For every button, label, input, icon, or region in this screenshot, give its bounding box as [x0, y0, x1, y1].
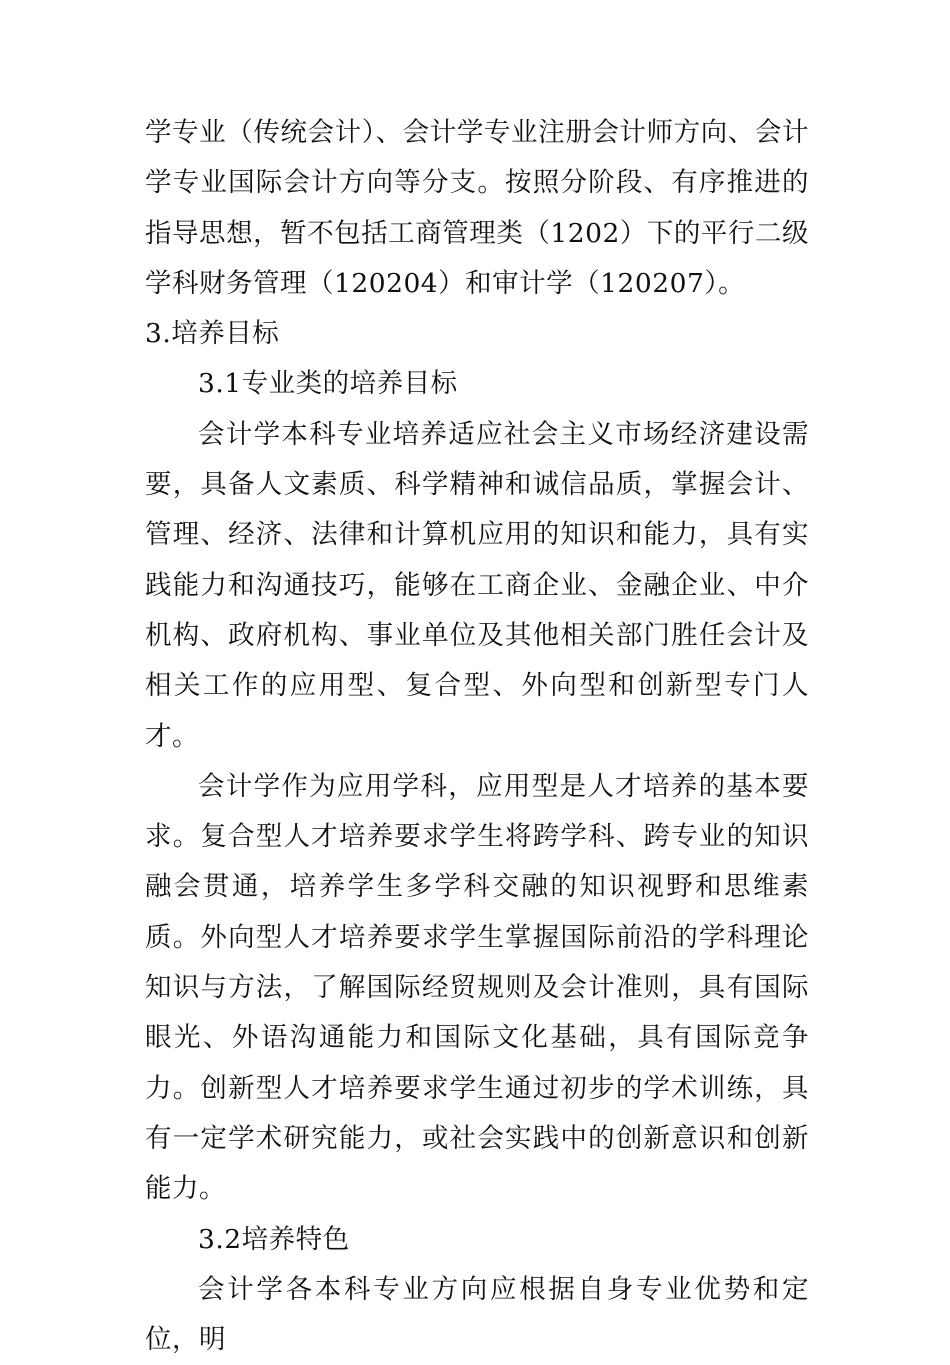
paragraph-continued: 学专业（传统会计）、会计学专业注册会计师方向、会计学专业国际会计方向等分支。按照分阶段、有序推进的指导思想，暂不包括工商管理类（1202）下的平行二级学科财务管理（120204）和审计学（120207）。 — [145, 117, 809, 299]
section-3-heading: 3.培养目标 — [145, 318, 280, 350]
section-3-2-paragraph-1: 会计学各本科专业方向应根据自身专业优势和定位，明 — [145, 1273, 809, 1356]
section-3-2-heading: 3.2培养特色 — [198, 1223, 350, 1255]
section-3-1-paragraph-1: 会计学本科专业培养适应社会主义市场经济建设需要，具备人文素质、科学精神和诚信品质，掌握会计、管理、经济、法律和计算机应用的知识和能力，具有实践能力和沟通技巧，能够在工商企业、金融企业、中介机构、政府机构、事业单位及其他相关部门胜任会计及相关工作的应用型、复合型、外向型和创新型专门人才。 — [145, 418, 809, 752]
section-3-1-paragraph-2: 会计学作为应用学科，应用型是人才培养的基本要求。复合型人才培养要求学生将跨学科、跨专业的知识融会贯通，培养学生多学科交融的知识视野和思维素质。外向型人才培养要求学生掌握国际前沿的学科理论知识与方法，了解国际经贸规则及会计准则，具有国际眼光、外语沟通能力和国际文化基础，具有国际竞争力。创新型人才培养要求学生通过初步的学术训练，具有一定学术研究能力，或社会实践中的创新意识和创新能力。 — [145, 770, 809, 1205]
document-body — [145, 108, 809, 1365]
section-3-1-heading: 3.1专业类的培养目标 — [198, 368, 458, 400]
